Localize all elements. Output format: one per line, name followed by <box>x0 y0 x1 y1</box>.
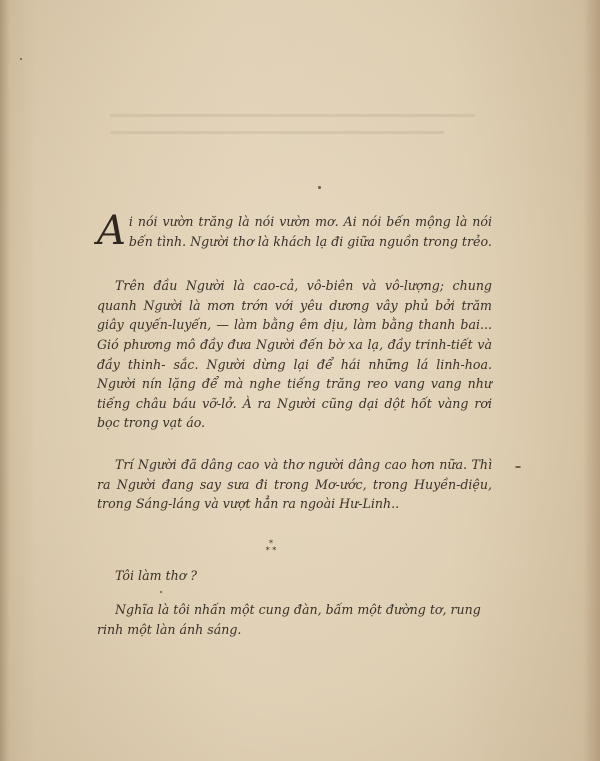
paragraph-1-text: i nói vườn trăng là nói vườn mơ. Ai nói bến mộng là nói bến tình. Người thơ là khách lạ đi giữa nguồn trong trẻo. <box>128 214 492 249</box>
paper-speck <box>160 591 162 593</box>
paragraph-2 <box>97 276 492 433</box>
bleed-through-texture <box>110 114 490 154</box>
paragraph-3-text: Trí Người đã dâng cao và thơ người dâng cao hơn nữa. Thì ra Người đang say sưa đi trong Mơ-ước, trong Huyền-diệu, trong Sáng-láng và vượt hẳn ra ngoài Hư-Linh.. <box>97 456 492 512</box>
paragraph-1 <box>97 208 492 254</box>
question-line: Tôi làm thơ ? <box>115 568 198 583</box>
page-right-edge-shadow <box>584 0 600 761</box>
asterism-bottom: * * <box>265 546 277 555</box>
asterism-top: * <box>269 539 273 548</box>
paper-speck <box>318 186 321 189</box>
paper-speck <box>20 58 22 60</box>
paragraph-2-text: Trên đầu Người là cao-cả, vô-biên và vô-lượng; chung quanh Người là mơn trớn với yêu dương vây phủ bởi trăm giây quyến-luyến, — làm bằng êm dịu, làm bằng thanh bai... Gió phương mô đầy đưa Người đến bờ xa lạ, đầy trinh-tiết và đầy thinh- sắc. Người dừng lại để hái những lá linh-hoa. Người nín lặng để mà nghe tiếng trăng reo vang vang như tiếng châu báu vỡ-lở. À ra Người cũng dại dột hốt vàng rơi bọc trong vạt áo. <box>97 278 492 431</box>
paragraph-3 <box>97 455 492 514</box>
section-separator-asterism <box>256 540 286 560</box>
drop-cap: A <box>97 208 126 254</box>
final-paragraph: Nghĩa là tôi nhấn một cung đàn, bấm một đường tơ, rung rinh một làn ánh sáng. <box>97 602 481 637</box>
poem-prose-body <box>97 208 492 536</box>
paper-speck <box>515 466 521 468</box>
page-left-edge-shadow <box>0 0 10 761</box>
